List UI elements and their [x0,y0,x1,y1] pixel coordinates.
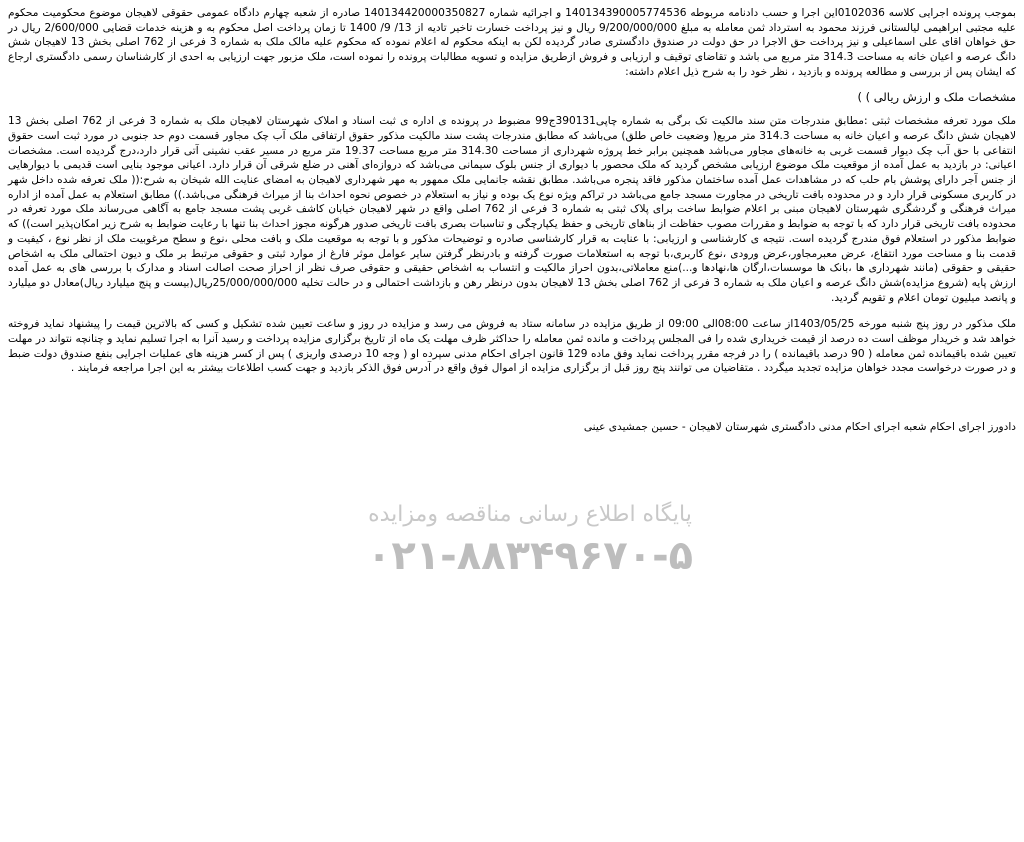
property-specs-heading: مشخصات ملک و ارزش ریالی ) ) [857,89,1016,104]
watermark-title: پایگاه اطلاع رسانی مناقصه ومزایده [368,502,692,527]
signature-line: دادورز اجرای احکام شعبه اجرای احکام مدنی دادگستری شهرستان لاهیجان - حسین جمشیدی عینی [583,421,1016,434]
paragraph-gap [8,305,1016,317]
announcement-body [8,6,1016,435]
property-description-paragraph: ملک مورد تعرفه مشخصات ثبتی :مطابق مندرجات متن سند مالکیت تک برگی به شماره چاپی390131ج99 مضبوط در پرونده ی اداره ی ثبت اسناد و املاک شهرستان لاهیجان ملک به شماره 3 فرعی از 762 اصلی بخش 13 لاهیجان شش دانگ عرصه و اعیان خانه به مساحت 314.3 متر مربع( وضعیت خاص طلق) می‌باشد که مطابق مندرجات پشت سند مالکیت مذکور حقوق ارتفاقی ملک آب چک مجاور قسمت دوم حد جنوبی در مورد ثبت است حقوق انتفاعی با حق آب چک دیوار قسمت غربی به خانه‌های مجاور می‌باشد همچنین برابر خط پروژه شهرداری از مساحت 314.30 متر مربع مساحت 19.37 متر مربع در مسیر عقب نشینی آتی قرار دارد،درج گردیده است. مشخصات اعیانی: در بازدید به عمل آمده از موقعیت ملک موضوع ارزیابی مشخص گردید که ملک محصور با دیواری از جنس بلوک سیمانی می‌باشد که دروازه‌ای آهنی در ضلع شرقی آن قرار دارد. اعیانی موجود بنایی است قدیمی با دیوارهایی از جنس آجر دارای پوشش بام حلب که در مشاهدات عمل آمده ساختمان مذکور فاقد پنجره می‌باشد. مطابق نقشه جانمایی ملک ممهور به مهر شهرداری لاهیجان به امضای عنایت الله شیخان به شرح:(( ملک تعرفه شده داخل شهر در کاربری مسکونی قرار دارد و در محدوده بافت تاریخی در مجاورت مسجد جامع می‌باشد در تراکم ویژه نوع یک بوده و نیاز به استعلام در خصوص نحوه احداث بنا از میراث فرهنگی می‌باشد.)) مطابق استعلام به عمل آمده از اداره میراث فرهنگی و گردشگری شهرستان لاهیجان مبنی بر اعلام ضوابط ساخت برای پلاک ثبتی به شماره 3 فرعی از 762 اصلی واقع در شهر لاهیجان خیابان کاشف غربی پشت مسجد جامع به آگاهی می‌رساند ملک مورد تعرفه در محدوده بافت تاریخی قرار دارد که با توجه به ضوابط و مقررات مصوب حفاظت از بناهای تاریخی و حفظ یکپارچگی و تناسبات بصری بافت تاریخی صدور هرگونه مجوز احداث بنا تنها با رعایت ضوابط به شرح زیر امکان‌پذیر است)) که ضوابط مذکور در استعلام فوق مندرج گردیده است. نتیجه ی کارشناسی و ارزیابی: با عنایت به قرار کارشناسی صادره و توضیحات مذکور و با توجه به موقعیت ملک و بافت محلی ،نوع و سطح مرغوبیت ملک از نظر نوع ، کیفیت و قدمت بنا و مساحت مورد انتفاع، عرض معبرمجاور،عرض ورودی ،نوع کاربری،با توجه به استعلامات صورت گرفته و بادرنظر گرفتن سایر عوامل موثر فارغ از موارد ثبتی و حقوقی مرتبط بر ملک و دیون احتمالی ملک به اشخاص حقیقی و حقوقی (مانند شهرداری ها ،بانک ها موسسات،ارگان ها،نهادها و...)منع معاملاتی،بدون احراز مالکیت و انتساب به اشخاص حقیقی و حقوقی صرف نظر از احراز صحت اصالت اسناد و مدارک با بررسی های به عمل آمده ارزش پایه (شروع مزایده)شش دانگ عرصه و اعیان ملک به شماره 3 فرعی از 762 اصلی بخش 13 لاهیجان بدون درنظر رهن و بازداشت احتمالی و در حالت تخلیه 25/000/000/000ریال(بیست و پنج میلیارد ریال)معادل دو میلیارد و پانصد میلیون تومان اعلام و تقویم گردید. [8,115,1017,304]
case-intro-paragraph: بموجب پرونده اجرایی کلاسه 0102036این اجرا و حسب دادنامه مربوطه 140134390005774536 و اجرائیه شماره 140134420000350827 صادره از شعبه چهارم دادگاه عمومی حقوقی لاهیجان موضوع محکومیت محکوم علیه مجتبی ابراهیمی لیالستانی فرزند محمود به استرداد ثمن معامله به مبلغ 9/200/000/000 ریال و نیز پرداخت خسارت تاخیر تادیه از 13/ 9/ 1400 تا زمان پرداخت اصل محکوم به و هزینه خدمات قضایی 2/600/000 ریال در حق خواهان اقای علی اسماعیلی و نیز پرداخت حق الاجرا در حق دولت در صندوق دادگستری صادر گردیده لکن به اینکه محکوم له اعلام نموده که محکوم علیه مالک ملک به شماره 3 فرعی از 762 اصلی بخش 13 لاهیجان شش دانگ عرصه و اعیان خانه به مساحت 314.3 متر مربع می باشد و تقاضای توقیف و ارزیابی و فروش ازطریق مزایده و تسویه مطالبات پرونده را نموده است، ملک مزبور جهت ارزیابی به احدی از کارشناسان رسمی دادگستری ارجاع که ایشان پس از بررسی و مطالعه پرونده و بازدید ، نظر خود را به شرح ذیل اعلام داشته: [8,7,1017,78]
auction-terms-paragraph: ملک مذکور در روز پنج شنبه مورخه 1403/05/25از ساعت 08:00الی 09:00 از طریق مزایده در سامانه ستاد به فروش می رسد و مزایده در روز و ساعت تعیین شده تشکیل و کسی که بالاترین قیمت را پیشنهاد نماید فروخته خواهد شد و خریدار موظف است ده درصد از قیمت خریداری شده را فی المجلس پرداخت و مانده ثمن معامله را حداکثر ظرف مهلت یک ماه از تاریخ برگزاری مزایده پرداخت و رسید آنرا به اجرا تسلیم نماید و چنانچه نتواند در مهلت تعیین شده باقیمانده ثمن معامله ( 90 درصد باقیمانده ) را در فرجه مقرر پرداخت نماید وفق ماده 129 قانون اجرای احکام مدنی سپرده او ( وجه 10 درصدی واریزی ) پس از کسر هزینه های عملیات اجرایی بنفع صندوق دولت ضبط و در صورت درخواست مجدد خواهان مزایده تجدید میگردد . متقاضیان می توانند پنج روز قبل از برگزاری مزایده از اموال فوق واقع در آدرس فوق الذکر بازدید و جهت کسب اطلاعات بیشتر به این اجرا مراجعه فرمایند . [8,318,1016,375]
watermark [320,500,740,610]
watermark-phone: ۰۲۱-۸۸۳۴۹۶۷۰-۵ [366,533,694,579]
